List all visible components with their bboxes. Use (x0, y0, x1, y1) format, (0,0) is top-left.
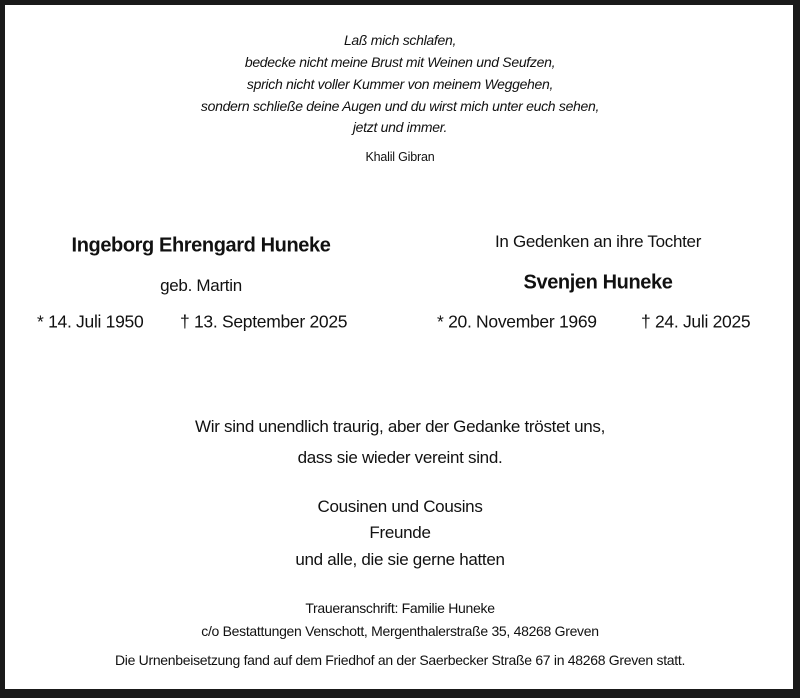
poem-author: Khalil Gibran (365, 150, 435, 164)
death-date-left: † 13. September 2025 (180, 311, 348, 332)
deceased-name-right: Svenjen Huneke (523, 271, 673, 294)
poem-line: sondern schließe deine Augen und du wirst mich unter euch sehen, (200, 98, 600, 114)
birth-date-right: * 20. November 1969 (437, 311, 597, 332)
poem-line: jetzt und immer. (352, 119, 448, 135)
address-line: c/o Bestattungen Venschott, Mergenthalerstraße 35, 48268 Greven (201, 623, 599, 639)
poem-line: sprich nicht voller Kummer von meinem Weggehen, (246, 76, 554, 92)
message-line: dass sie wieder vereint sind. (297, 448, 503, 467)
burial-info: Die Urnenbeisetzung fand auf dem Friedhof an der Saerbecker Straße 67 in 48268 Greven statt. (114, 652, 686, 668)
mourner-line: und alle, die sie gerne hatten (295, 550, 505, 569)
mourner-line: Cousinen und Cousins (317, 497, 483, 516)
address-line: Traueranschrift: Familie Huneke (305, 600, 495, 616)
message-line: Wir sind unendlich traurig, aber der Gedanke tröstet uns, (194, 417, 606, 436)
deceased-name-left: Ingeborg Ehrengard Huneke (71, 234, 331, 257)
maiden-name: geb. Martin (160, 276, 242, 295)
poem-line: bedecke nicht meine Brust mit Weinen und Seufzen, (244, 54, 556, 70)
birth-date-left: * 14. Juli 1950 (37, 311, 144, 332)
death-date-right: † 24. Juli 2025 (641, 311, 751, 332)
memorial-intro: In Gedenken an ihre Tochter (494, 232, 702, 251)
mourner-line: Freunde (369, 523, 431, 542)
notice-body (5, 5, 793, 689)
poem-line: Laß mich schlafen, (343, 32, 457, 48)
